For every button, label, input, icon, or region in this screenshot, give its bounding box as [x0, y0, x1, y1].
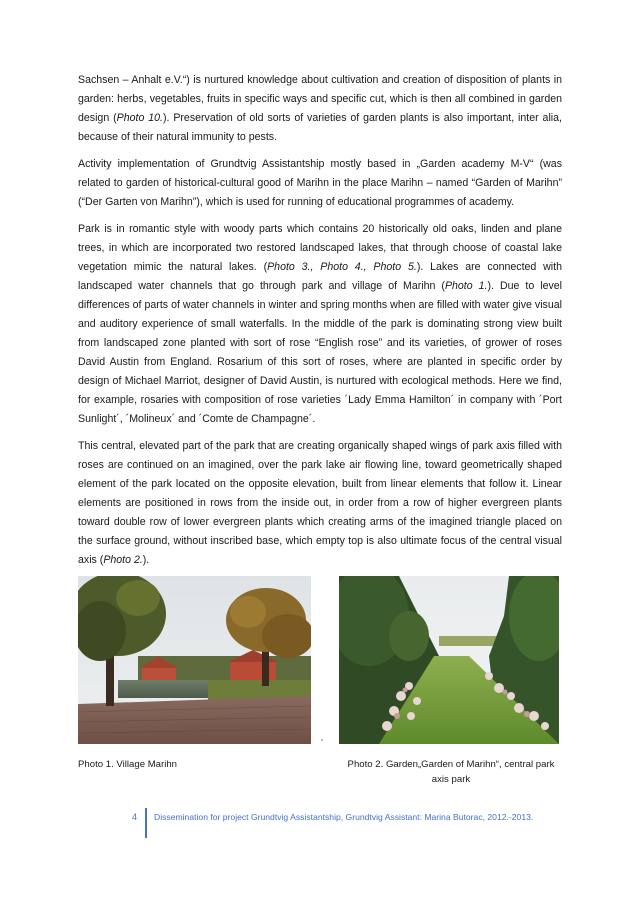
paragraph-1: [78, 71, 562, 147]
page-number: 4: [132, 812, 138, 822]
paragraph-3-text: Park is in romantic style with woody parts which contains 20 historically old oaks, linden and plane trees, in which are incorporated two restored landscaped lakes, that through choose of coastal lake vegetation mimic the natural lakes. (: [78, 223, 562, 273]
body-text: [78, 71, 562, 578]
paragraph-3-text-mid: ). Lakes are connected with landscaped water channels that go through park and village of Marihn (: [78, 261, 562, 292]
photo-reference: Photo 10.: [116, 112, 163, 124]
photo-2-caption: Photo 2. Garden„Garden of Marihn“, central park axis park: [347, 759, 555, 785]
footer-text: Dissemination for project Grundtvig Assistantship, Grundtvig Assistant: Marina Butorac, 2012.-2013.: [154, 812, 534, 822]
paragraph-4-text: This central, elevated part of the park that are creating organically shaped wings of park axis filled with roses are continued on an imagined, over the park lake air flowing line, toward geometrically shaped element of the park located on the opposite elevation, built from linear elements that follow it. Linear elements are positioned in rows from the inside out, in order from a row of higher evergreen plants toward double row of lower evergreen plants which creating arms of the imagined triangle placed on the surface ground, without inscribed base, which empty top is also ultimate focus of the central visual axis (: [78, 440, 562, 566]
photo-1-caption: Photo 1. Village Marihn: [78, 759, 178, 770]
paragraph-4-text-end: ).: [142, 554, 150, 566]
paragraph-1-text: Sachsen – Anhalt e.V.“) is nurtured knowledge about cultivation and creation of disposition of plants in garden: herbs, vegetables, fruits in specific ways and specific cut, which is then all combined in garden design (: [78, 74, 562, 124]
paragraph-2: [78, 155, 562, 212]
photo-garden-of-marihn: [339, 576, 559, 744]
footer-divider: [145, 808, 147, 838]
page-footer: [120, 808, 560, 838]
paragraph-4: [78, 437, 562, 570]
decorative-dot: [321, 739, 323, 741]
paragraph-3: [78, 220, 562, 429]
photo-reference: Photo 3., Photo 4., Photo 5.: [267, 261, 417, 273]
photo-reference: Photo 2.: [103, 554, 143, 566]
photo-village-marihn: [78, 576, 311, 744]
paragraph-1-text-end: ). Preservation of old sorts of varieties of garden plants is also important, inter alia, because of their natural immunity to pests.: [78, 112, 562, 143]
photo-reference: Photo 1.: [444, 280, 488, 292]
paragraph-3-text-end: ). Due to level differences of parts of water channels in winter and spring months when are filled with water give visual and auditory experience of small waterfalls. In the middle of the park is dominating strong view built from landscaped zone planted with sort of rose “English rose” and its varieties, of grower of roses David Austin from England. Rosarium of this sort of roses, where are planted in specific order by design of Michael Marriot, designer of David Austin, is nurtured with ecological methods. Here we find, for example, rosaries with composition of rose varieties ´Lady Emma Hamilton´ in company with ´Port Sunlight´, ´Molineux´ and ´Comte de Champagne´.: [78, 280, 563, 425]
paragraph-2-text: Activity implementation of Grundtvig Assistantship mostly based in „Garden academy M-V“ (was related to garden of historical-cultural good of Marihn in the place Marihn – named “Garden of Marihn” (“Der Garten von Marihn”), which is used for running of educational programmes of academy.: [78, 158, 562, 208]
